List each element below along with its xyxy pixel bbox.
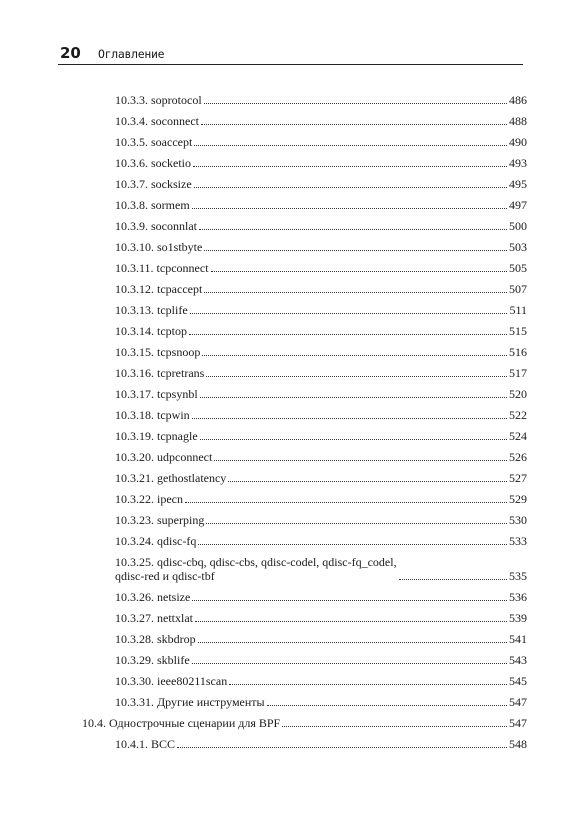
- toc-entry[interactable]: [115, 112, 527, 128]
- toc-entry[interactable]: [115, 343, 527, 359]
- toc-entry-page: 488: [509, 114, 527, 128]
- toc-entry-label: 10.3.21. gethostlatency: [115, 471, 227, 485]
- toc-entry-page: 505: [509, 261, 527, 275]
- toc-entry[interactable]: [115, 196, 527, 212]
- toc-entry-label: 10.3.27. nettxlat: [115, 611, 193, 625]
- toc-entry-label: 10.3.26. netsize: [115, 590, 191, 604]
- toc-entry-label: 10.3.4. soconnect: [115, 114, 199, 128]
- toc-entry[interactable]: [115, 385, 527, 401]
- dot-leader: [267, 705, 507, 706]
- dot-leader: [228, 481, 507, 482]
- toc-entry-label: 10.3.3. soprotocol: [115, 93, 202, 107]
- dot-leader: [200, 439, 507, 440]
- toc-entry-label: 10.3.10. so1stbyte: [115, 240, 203, 254]
- dot-leader: [198, 544, 507, 545]
- dot-leader: [206, 376, 507, 377]
- dot-leader: [282, 726, 507, 727]
- toc-entry-label: 10.3.12. tcpaccept: [115, 282, 203, 296]
- toc-entry[interactable]: [115, 322, 527, 338]
- toc-entry[interactable]: [115, 672, 527, 688]
- toc-entry-page: 547: [509, 695, 527, 709]
- toc-entry-page: 507: [509, 282, 527, 296]
- toc-entry[interactable]: [115, 511, 527, 527]
- toc-entry[interactable]: [115, 532, 527, 548]
- toc-entry[interactable]: [115, 735, 527, 751]
- dot-leader: [189, 334, 507, 335]
- toc-entry[interactable]: [115, 364, 527, 380]
- dot-leader: [214, 460, 507, 461]
- dot-leader: [399, 579, 507, 580]
- toc-entry-label: 10.3.18. tcpwin: [115, 408, 190, 422]
- toc-entry-section[interactable]: [82, 714, 527, 730]
- toc-entry-label: 10.3.8. sormem: [115, 198, 190, 212]
- dot-leader: [204, 250, 507, 251]
- toc-entry-page: 541: [509, 632, 527, 646]
- toc-entry[interactable]: [115, 490, 527, 506]
- toc-entry-label: 10.3.31. Другие инструменты: [115, 695, 265, 709]
- toc-entry-label: 10.3.22. ipecn: [115, 492, 183, 506]
- toc-entry[interactable]: [115, 609, 527, 625]
- toc-entry-page: 516: [509, 345, 527, 359]
- toc-entry-page: 527: [509, 471, 527, 485]
- dot-leader: [192, 418, 507, 419]
- dot-leader: [195, 621, 507, 622]
- toc-entry-page: 515: [509, 324, 527, 338]
- dot-leader: [192, 663, 507, 664]
- dot-leader: [190, 313, 508, 314]
- toc-entry[interactable]: [115, 280, 527, 296]
- toc-entry[interactable]: [115, 553, 527, 583]
- dot-leader: [198, 642, 507, 643]
- toc-entry[interactable]: [115, 630, 527, 646]
- toc-entry-label-line1: 10.3.25. qdisc-cbq, qdisc-cbs, qdisc-codel, qdisc-fq_codel,: [115, 555, 397, 569]
- toc-entry-label: 10.3.30. ieee80211scan: [115, 674, 228, 688]
- toc-entry[interactable]: [115, 448, 527, 464]
- dot-leader: [193, 166, 507, 167]
- toc-entry-page: 543: [509, 653, 527, 667]
- toc-entry-label: 10.4. Однострочные сценарии для BPF: [82, 716, 281, 730]
- toc-entry-page: 547: [509, 716, 527, 730]
- toc-entry-label: 10.3.7. socksize: [115, 177, 192, 191]
- toc-entry-page: 533: [509, 534, 527, 548]
- dot-leader: [192, 600, 507, 601]
- toc-entry[interactable]: [115, 427, 527, 443]
- dot-leader: [229, 684, 507, 685]
- page-number: 20: [60, 44, 81, 62]
- toc-entry-page: 539: [509, 611, 527, 625]
- toc-entry-label: 10.3.13. tcplife: [115, 303, 188, 317]
- dot-leader: [204, 292, 507, 293]
- toc-entry-page: 493: [509, 156, 527, 170]
- toc-entry-page: 511: [509, 303, 527, 317]
- toc-entry-label: 10.3.29. skblife: [115, 653, 190, 667]
- toc-entry-page: 500: [509, 219, 527, 233]
- toc-entry-page: 486: [509, 93, 527, 107]
- toc-entry-label: 10.3.9. soconnlat: [115, 219, 197, 233]
- toc-entry-label: 10.4.1. BCC: [115, 737, 176, 751]
- toc-entry[interactable]: [115, 259, 527, 275]
- toc-entry[interactable]: [115, 154, 527, 170]
- toc-entry[interactable]: [115, 175, 527, 191]
- toc-entry-label: 10.3.16. tcpretrans: [115, 366, 205, 380]
- toc-entry-page: 495: [509, 177, 527, 191]
- toc-entry-page: 497: [509, 198, 527, 212]
- toc-entry-label: 10.3.6. socketio: [115, 156, 191, 170]
- toc-entry-label: 10.3.14. tcptop: [115, 324, 187, 338]
- toc-entry-page: 536: [509, 590, 527, 604]
- dot-leader: [202, 355, 507, 356]
- toc-entry-label: 10.3.11. tcpconnect: [115, 261, 209, 275]
- dot-leader: [199, 229, 507, 230]
- toc-entry[interactable]: [115, 133, 527, 149]
- toc-entry-label: 10.3.28. skbdrop: [115, 632, 196, 646]
- toc-entry-page: 520: [509, 387, 527, 401]
- toc-entry[interactable]: [115, 651, 527, 667]
- toc-entry-label: 10.3.19. tcpnagle: [115, 429, 198, 443]
- toc-entry-page: 490: [509, 135, 527, 149]
- toc-entry-page: 529: [509, 492, 527, 506]
- toc-entry-label: 10.3.20. udpconnect: [115, 450, 213, 464]
- toc-entry-label: 10.3.17. tcpsynbl: [115, 387, 198, 401]
- dot-leader: [200, 397, 507, 398]
- running-header: [58, 44, 523, 65]
- toc-entry[interactable]: [115, 406, 527, 422]
- dot-leader: [201, 124, 507, 125]
- toc-entry-label-multiline: [115, 555, 397, 583]
- toc-entry[interactable]: [115, 91, 527, 107]
- toc-entry-page: 526: [509, 450, 527, 464]
- dot-leader: [194, 145, 507, 146]
- toc-entry[interactable]: [115, 469, 527, 485]
- toc-entry[interactable]: [115, 217, 527, 233]
- toc-entry[interactable]: [115, 301, 527, 317]
- dot-leader: [185, 502, 507, 503]
- toc-entry[interactable]: [115, 693, 527, 709]
- toc-entry[interactable]: [115, 588, 527, 604]
- running-title: Оглавление: [98, 47, 165, 61]
- toc-entry[interactable]: [115, 238, 527, 254]
- dot-leader: [177, 747, 507, 748]
- dot-leader: [206, 523, 507, 524]
- toc-entry-label: 10.3.23. superping: [115, 513, 205, 527]
- toc-entry-page: 522: [509, 408, 527, 422]
- toc-entry-page: 503: [509, 240, 527, 254]
- dot-leader: [194, 187, 507, 188]
- dot-leader: [204, 103, 507, 104]
- toc-entry-page: 517: [509, 366, 527, 380]
- toc-entry-page: 545: [509, 674, 527, 688]
- dot-leader: [192, 208, 507, 209]
- toc-entry-page: 530: [509, 513, 527, 527]
- toc-entry-page: 524: [509, 429, 527, 443]
- toc-entry-label: 10.3.15. tcpsnoop: [115, 345, 201, 359]
- dot-leader: [211, 271, 507, 272]
- toc-entry-label-line2: qdisc-red и qdisc-tbf: [115, 569, 215, 583]
- toc-entry-page: 548: [509, 737, 527, 751]
- toc-entry-label: 10.3.24. qdisc-fq: [115, 534, 197, 548]
- toc-entry-label: 10.3.5. soaccept: [115, 135, 193, 149]
- toc-entry-page: 535: [509, 569, 527, 583]
